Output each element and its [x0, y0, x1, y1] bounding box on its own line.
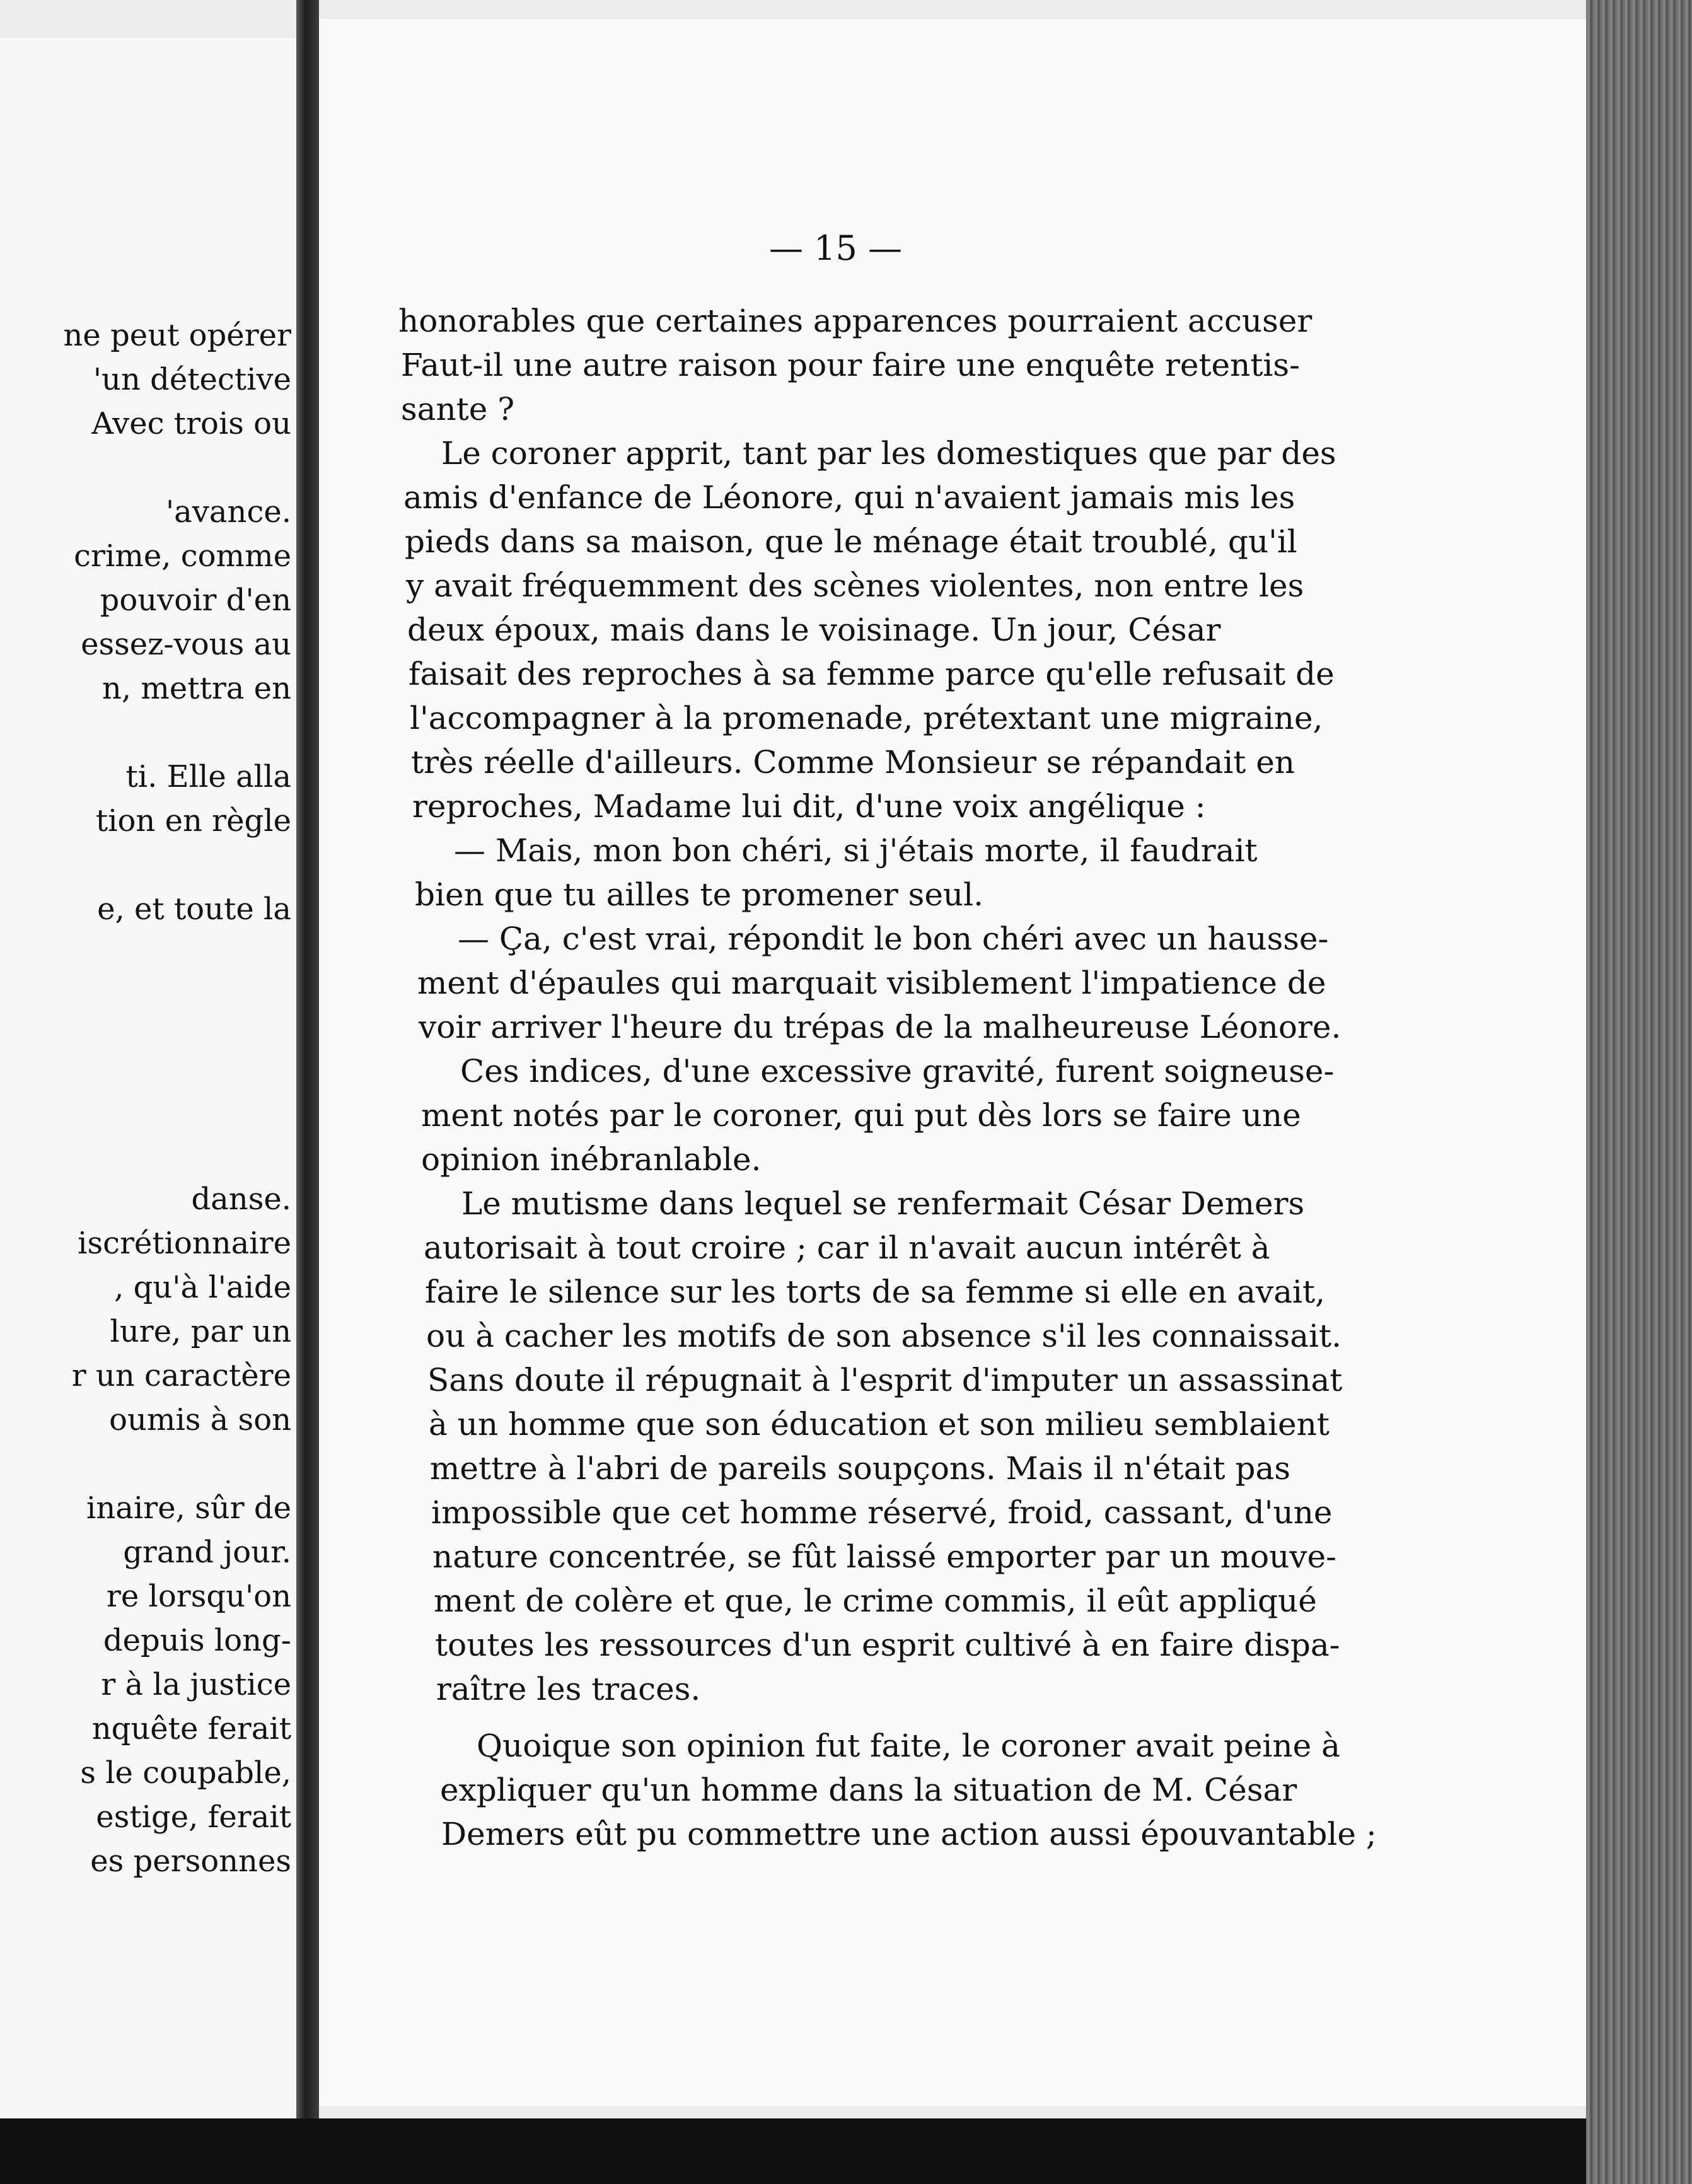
left-page-line: , qu'à l'aide — [114, 1270, 291, 1305]
left-page-line: danse. — [191, 1182, 291, 1217]
left-page-line: tion en règle — [95, 803, 291, 839]
left-page-line: Avec trois ou — [91, 406, 291, 441]
left-page-line: nquête ferait — [91, 1711, 291, 1746]
text-line: l'accompagner à la promenade, prétextant une migraine, — [410, 700, 1323, 736]
text-line: ment de colère et que, le crime commis, il eût appliqué — [434, 1583, 1317, 1619]
text-line: autorisait à tout croire ; car il n'avait aucun intérêt à — [424, 1229, 1270, 1266]
left-page-line: re lorsqu'on — [106, 1579, 291, 1614]
page-edge-stack — [1586, 0, 1692, 2184]
text-line: à un homme que son éducation et son milieu semblaient — [429, 1406, 1330, 1443]
text-line: toutes les ressources d'un esprit cultivé à en faire dispa- — [435, 1627, 1340, 1663]
left-page-line: inaire, sûr de — [86, 1490, 291, 1526]
text-line: sante ? — [401, 391, 515, 427]
text-line: Sans doute il répugnait à l'esprit d'imputer un assassinat — [427, 1362, 1343, 1398]
text-line: deux époux, mais dans le voisinage. Un jour, César — [407, 612, 1221, 648]
left-page-line: 'un détective — [93, 362, 291, 397]
left-page-line: oumis à son — [109, 1402, 291, 1438]
text-line: faisait des reproches à sa femme parce qu'elle refusait de — [409, 656, 1335, 692]
left-page-line: s le coupable, — [80, 1755, 291, 1791]
left-page-line: es personnes — [90, 1844, 291, 1879]
text-line: mettre à l'abri de pareils soupçons. Mais il n'était pas — [430, 1450, 1290, 1487]
text-line: ment notés par le coroner, qui put dès lors se faire une — [421, 1097, 1301, 1134]
left-page-line: pouvoir d'en — [100, 583, 291, 618]
text-line: voir arriver l'heure du trépas de la malheureuse Léonore. — [419, 1009, 1341, 1045]
text-line: expliquer qu'un homme dans la situation de M. César — [440, 1772, 1297, 1808]
text-line: raître les traces. — [436, 1671, 701, 1707]
left-page-line: ne peut opérer — [63, 318, 291, 353]
left-page — [0, 38, 296, 2118]
left-page-line: r à la justice — [101, 1667, 291, 1702]
left-page-line: 'avance. — [165, 494, 291, 530]
text-line: Demers eût pu commettre une action aussi épouvantable ; — [441, 1816, 1377, 1852]
text-line: très réelle d'ailleurs. Comme Monsieur se répandait en — [411, 744, 1295, 781]
text-line: Le mutisme dans lequel se renfermait César Demers — [461, 1185, 1305, 1222]
text-line: honorables que certaines apparences pourraient accuser — [398, 303, 1312, 339]
text-line: opinion inébranlable. — [421, 1141, 762, 1178]
text-line: impossible que cet homme réservé, froid, cassant, d'une — [431, 1494, 1333, 1531]
text-line: ment d'épaules qui marquait visiblement l'impatience de — [417, 965, 1326, 1001]
scan-bottom-border — [0, 2118, 1586, 2184]
left-page-line: depuis long- — [103, 1623, 291, 1658]
left-page-line: iscrétionnaire — [78, 1226, 291, 1261]
text-line: y avait fréquemment des scènes violentes, non entre les — [406, 567, 1304, 604]
left-page-line: r un caractère — [71, 1358, 291, 1393]
text-line: nature concentrée, se fût laissé emporter par un mouve- — [432, 1538, 1337, 1575]
text-line: — Ça, c'est vrai, répondit le bon chéri avec un hausse- — [458, 921, 1329, 957]
text-line: Quoique son opinion fut faite, le coroner avait peine à — [477, 1728, 1340, 1764]
left-page-line: lure, par un — [110, 1314, 291, 1349]
left-page-line: essez-vous au — [81, 627, 291, 662]
left-page-line: crime, comme — [74, 538, 291, 574]
text-line: Le coroner apprit, tant par les domestiques que par des — [441, 435, 1336, 472]
book-gutter — [296, 0, 319, 2184]
left-page-line: e, et toute la — [97, 892, 291, 927]
left-page-line: n, mettra en — [101, 671, 291, 706]
left-page-line: estige, ferait — [96, 1799, 291, 1835]
text-line: amis d'enfance de Léonore, qui n'avaient jamais mis les — [403, 479, 1295, 516]
left-page-line: grand jour. — [123, 1535, 291, 1570]
text-line: ou à cacher les motifs de son absence s'il les connaissait. — [426, 1318, 1342, 1354]
text-line: Ces indices, d'une excessive gravité, furent soigneuse- — [460, 1053, 1335, 1089]
text-line: — Mais, mon bon chéri, si j'étais morte, il faudrait — [454, 832, 1258, 869]
text-line: faire le silence sur les torts de sa femme si elle en avait, — [425, 1274, 1326, 1310]
text-line: reproches, Madame lui dit, d'une voix angélique : — [412, 788, 1206, 825]
page-number: — 15 — — [769, 228, 903, 268]
text-line: bien que tu ailles te promener seul. — [415, 876, 984, 913]
text-line: Faut-il une autre raison pour faire une enquête retentis- — [401, 347, 1300, 383]
left-page-line: ti. Elle alla — [125, 759, 291, 794]
text-line: pieds dans sa maison, que le ménage était troublé, qu'il — [405, 523, 1297, 560]
